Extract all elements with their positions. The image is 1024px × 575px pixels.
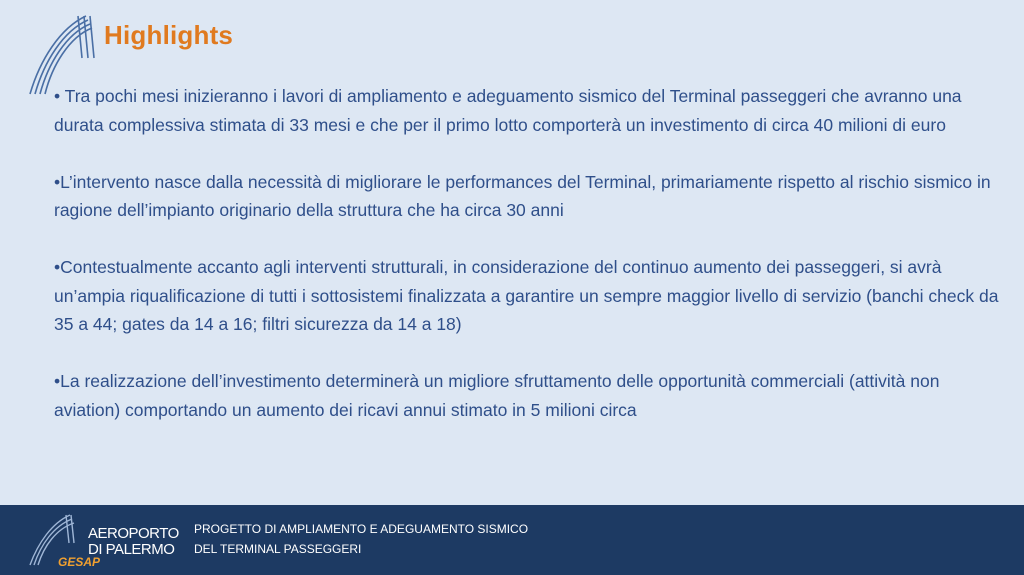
brand-sub: GESAP xyxy=(58,555,101,569)
brand-line-2: DI PALERMO xyxy=(88,541,175,558)
bullet-paragraph-2: •L’intervento nasce dalla necessità di migliorare le performances del Terminal, primariamente rispetto al rischio sismico in ragione dell’impianto originario della struttura che ha circa 30 anni xyxy=(54,171,991,220)
footer-project-title xyxy=(194,519,528,559)
brand-line-1: AEROPORTO xyxy=(88,525,179,542)
project-line-1: PROGETTO DI AMPLIAMENTO E ADEGUAMENTO SISMICO xyxy=(194,522,529,536)
footer-logo xyxy=(22,509,182,569)
bullet-paragraph-1: • Tra pochi mesi inizieranno i lavori di ampliamento e adeguamento sismico del Terminal passeggeri che avranno una durata complessiva stimata di 33 mesi e che per il primo lotto comporterà un investimento di circa 40 milioni di euro xyxy=(54,86,962,135)
footer-bar xyxy=(0,505,1024,575)
project-line-2: DEL TERMINAL PASSEGGERI xyxy=(194,542,362,556)
slide-title: Highlights xyxy=(104,20,234,50)
bullet-list xyxy=(54,82,1004,453)
bullet-paragraph-4: •La realizzazione dell’investimento determinerà un migliore sfruttamento delle opportunità commerciali (attività non aviation) comportando un aumento dei ricavi annui stimato in 5 milioni circa xyxy=(54,371,940,420)
bullet-paragraph-3: •Contestualmente accanto agli interventi strutturali, in considerazione del continuo aumento dei passeggeri, si avrà un’ampia riqualificazione di tutti i sottosistemi finalizzata a garantire un sempre maggior livello di servizio (banchi check da 35 a 44; gates da 14 a 16; filtri sicurezza da 14 a 18) xyxy=(54,257,999,334)
